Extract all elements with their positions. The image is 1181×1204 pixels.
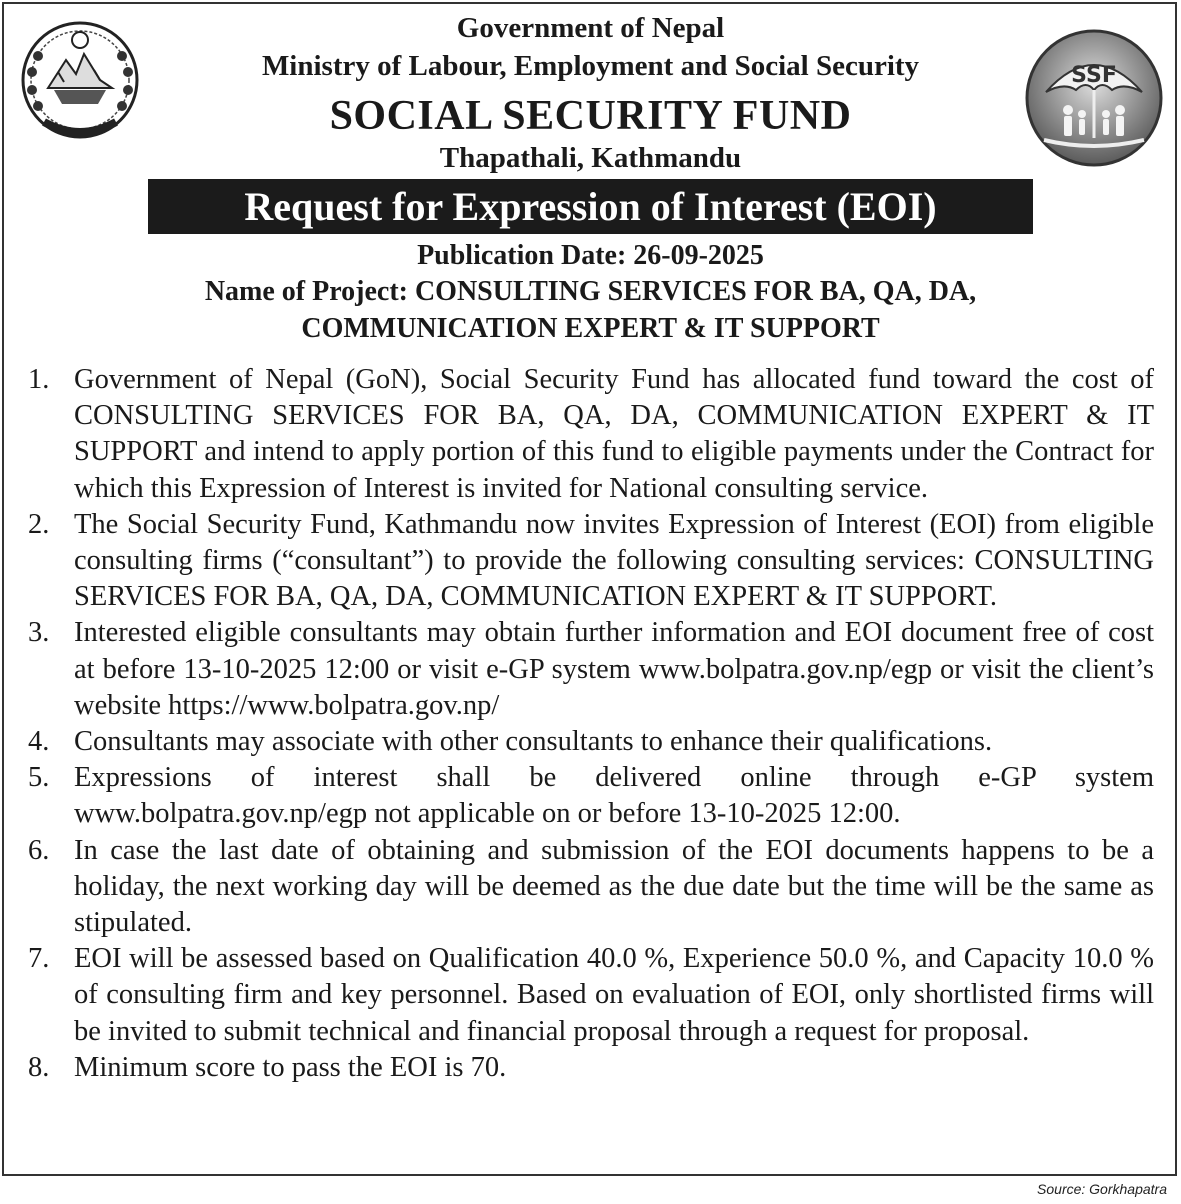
list-item-number: 2.	[28, 508, 50, 540]
list-item-text: Government of Nepal (GoN), Social Security Fund has allocated fund toward the cost of CONSULTING SERVICES FOR BA, QA, DA, COMMUNICATION EXPERT & IT SUPPORT and intend to apply portion of this fund to eligible payments under the Contract for which this Expression of Interest is invited for National consulting service.	[74, 364, 1154, 504]
list-item	[22, 941, 1154, 1050]
ssf-logo-text: SSF	[1071, 63, 1117, 88]
list-item-text: EOI will be assessed based on Qualification 40.0 %, Experience 50.0 %, and Capacity 10.0 % of consulting firm and key personnel. Based on evaluation of EOI, only shortlisted firms will be invited to submit technical and financial proposal through a request for proposal.	[74, 943, 1154, 1047]
project-name-line-1: Name of Project: CONSULTING SERVICES FOR BA, QA, DA,	[204, 276, 977, 307]
project-name-line-2: COMMUNICATION EXPERT & IT SUPPORT	[301, 313, 880, 344]
list-item-number: 8.	[28, 1051, 50, 1083]
list-item	[22, 507, 1154, 616]
list-item-text: Interested eligible consultants may obtain further information and EOI document free of cost at before 13-10-2025 12:00 or visit e-GP system www.bolpatra.gov.np/egp or visit the client’s website https://www.bolpatra.gov.np/	[74, 617, 1154, 721]
header-ministry: Ministry of Labour, Employment and Social Security	[261, 50, 920, 82]
list-item	[22, 362, 1154, 507]
list-item-number: 1.	[28, 364, 50, 395]
list-item-number: 7.	[28, 943, 50, 975]
header-government: Government of Nepal	[456, 12, 725, 44]
list-item-text: Expressions of interest shall be delivered online through e-GP system www.bolpatra.gov.np/egp not applicable on or before 13-10-2025 12:00.	[74, 762, 1154, 830]
list-item-number: 4.	[28, 726, 50, 758]
list-item	[22, 760, 1154, 832]
list-item-text: Consultants may associate with other consultants to enhance their qualifications.	[74, 726, 993, 758]
list-item-text: The Social Security Fund, Kathmandu now invites Expression of Interest (EOI) from eligible consulting firms (“consultant”) to provide the following consulting services: CONSULTING SERVICES FOR BA, QA, DA, COMMUNICATION EXPERT & IT SUPPORT.	[74, 508, 1154, 613]
list-item	[22, 724, 1154, 760]
header-address: Thapathali, Kathmandu	[439, 142, 742, 174]
source-credit: Source: Gorkhapatra	[1037, 1181, 1167, 1197]
eoi-items-list	[22, 362, 1154, 1086]
publication-date: Publication Date: 26-09-2025	[417, 240, 764, 271]
list-item-number: 3.	[28, 617, 50, 649]
list-item	[22, 1050, 1154, 1086]
list-item-number: 5.	[28, 762, 50, 794]
header-fund-name: SOCIAL SECURITY FUND	[329, 93, 852, 139]
list-item-text: Minimum score to pass the EOI is 70.	[74, 1051, 507, 1083]
list-item-text: In case the last date of obtaining and submission of the EOI documents happens to be a holiday, the next working day will be deemed as the due date but the time will be the same as stipulated.	[74, 834, 1154, 939]
list-item-number: 6.	[28, 834, 50, 866]
eoi-title-banner: Request for Expression of Interest (EOI)	[148, 179, 1033, 234]
list-item	[22, 833, 1154, 942]
list-item	[22, 615, 1154, 724]
